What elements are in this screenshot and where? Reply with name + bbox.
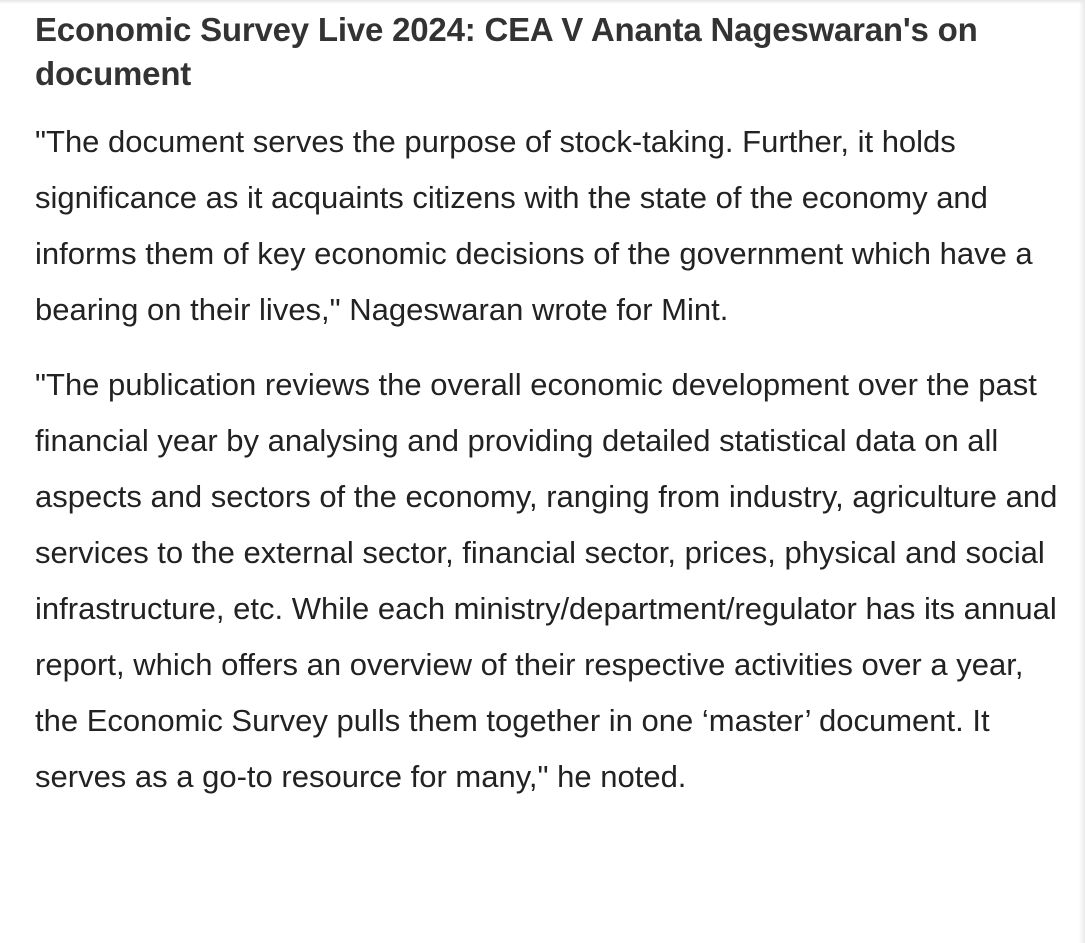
article-paragraph-1: "The document serves the purpose of stock-taking. Further, it holds significance as it acquaints citizens with the state of the economy and informs them of key economic decisions of the government which have a bearing on their lives," Nageswaran wrote for Mint. <box>35 124 1033 327</box>
top-edge-shadow <box>0 0 1085 4</box>
live-update-article <box>35 8 1065 805</box>
article-paragraph-2: "The publication reviews the overall economic development over the past financial year by analysing and providing detailed statistical data on all aspects and sectors of the economy, ranging from industry, agriculture and services to the external sector, financial sector, prices, physical and social infrastructure, etc. While each ministry/department/regulator has its annual report, which offers an overview of their respective activities over a year, the Economic Survey pulls them together in one ‘master’ document. It serves as a go-to resource for many," he noted. <box>35 367 1058 794</box>
article-headline: Economic Survey Live 2024: CEA V Ananta Nageswaran's on document <box>35 11 978 92</box>
right-edge-shadow <box>1079 0 1085 943</box>
